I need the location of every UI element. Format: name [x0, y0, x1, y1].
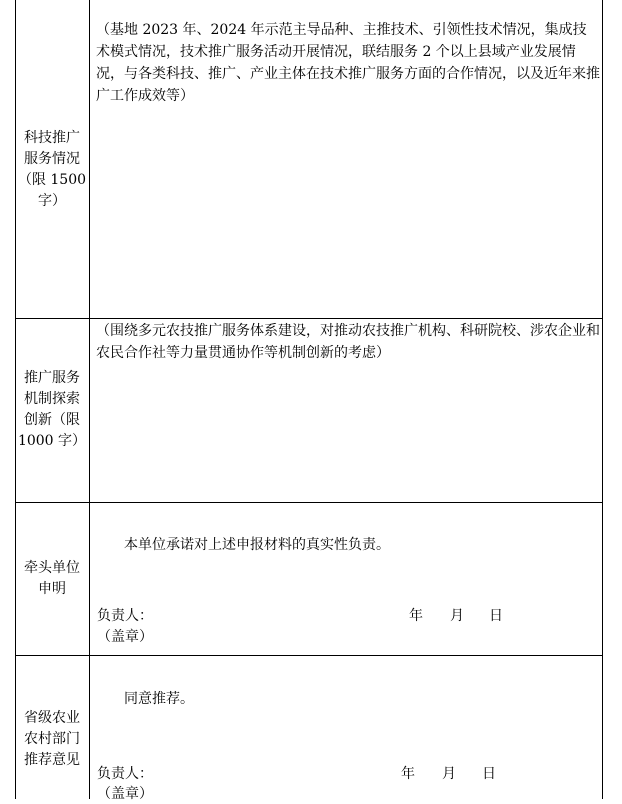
tech-promotion-hint: （基地 2023 年、2024 年示范主导品种、主推技术、引领性技术情况，集成技术模式情况，技术推广服务活动开展情况，联结服务 2 个以上县域产业发展情况，与各类科技、推广、产业主体在技术推广服务方面的合作情况，以及近年来推广工作成效等）	[96, 22, 600, 104]
mechanism-innovation-answer-area[interactable]	[90, 366, 602, 502]
lead-unit-statement-text: 本单位承诺对上述申报材料的真实性负责。	[124, 537, 390, 553]
lead-unit-date-year: 年	[409, 608, 423, 624]
row-divider-2	[15, 502, 603, 503]
lead-unit-seal-label: （盖章）	[97, 629, 153, 645]
row-divider-3	[15, 655, 603, 656]
provincial-date-year: 年	[401, 766, 415, 782]
provincial-date-month: 月	[442, 766, 456, 782]
lead-unit-signer-label: 负责人：	[97, 608, 153, 624]
row-label-lead-unit-statement: 牵头单位 申明	[24, 560, 80, 597]
row-label-mechanism-innovation: 推广服务 机制探索 创新（限 1000 字）	[17, 370, 87, 449]
provincial-recommendation-text: 同意推荐。	[124, 691, 194, 707]
table-border-right	[602, 0, 603, 799]
row-label-provincial-recommendation: 省级农业 农村部门 推荐意见	[24, 710, 80, 768]
provincial-signer-label: 负责人：	[97, 766, 153, 782]
provincial-seal-label: （盖章）	[97, 786, 153, 802]
lead-unit-date-day: 日	[489, 608, 503, 624]
provincial-date-day: 日	[482, 766, 496, 782]
lead-unit-date-month: 月	[450, 608, 464, 624]
tech-promotion-answer-area[interactable]	[90, 90, 602, 318]
mechanism-innovation-hint: （围绕多元农技推广服务体系建设，对推动农技推广机构、科研院校、涉农企业和农民合作社等力量贯通协作等机制创新的考虑）	[96, 323, 600, 361]
row-label-tech-promotion: 科技推广 服务情况 （限 1500 字）	[17, 130, 87, 209]
row-divider-1	[15, 318, 603, 319]
